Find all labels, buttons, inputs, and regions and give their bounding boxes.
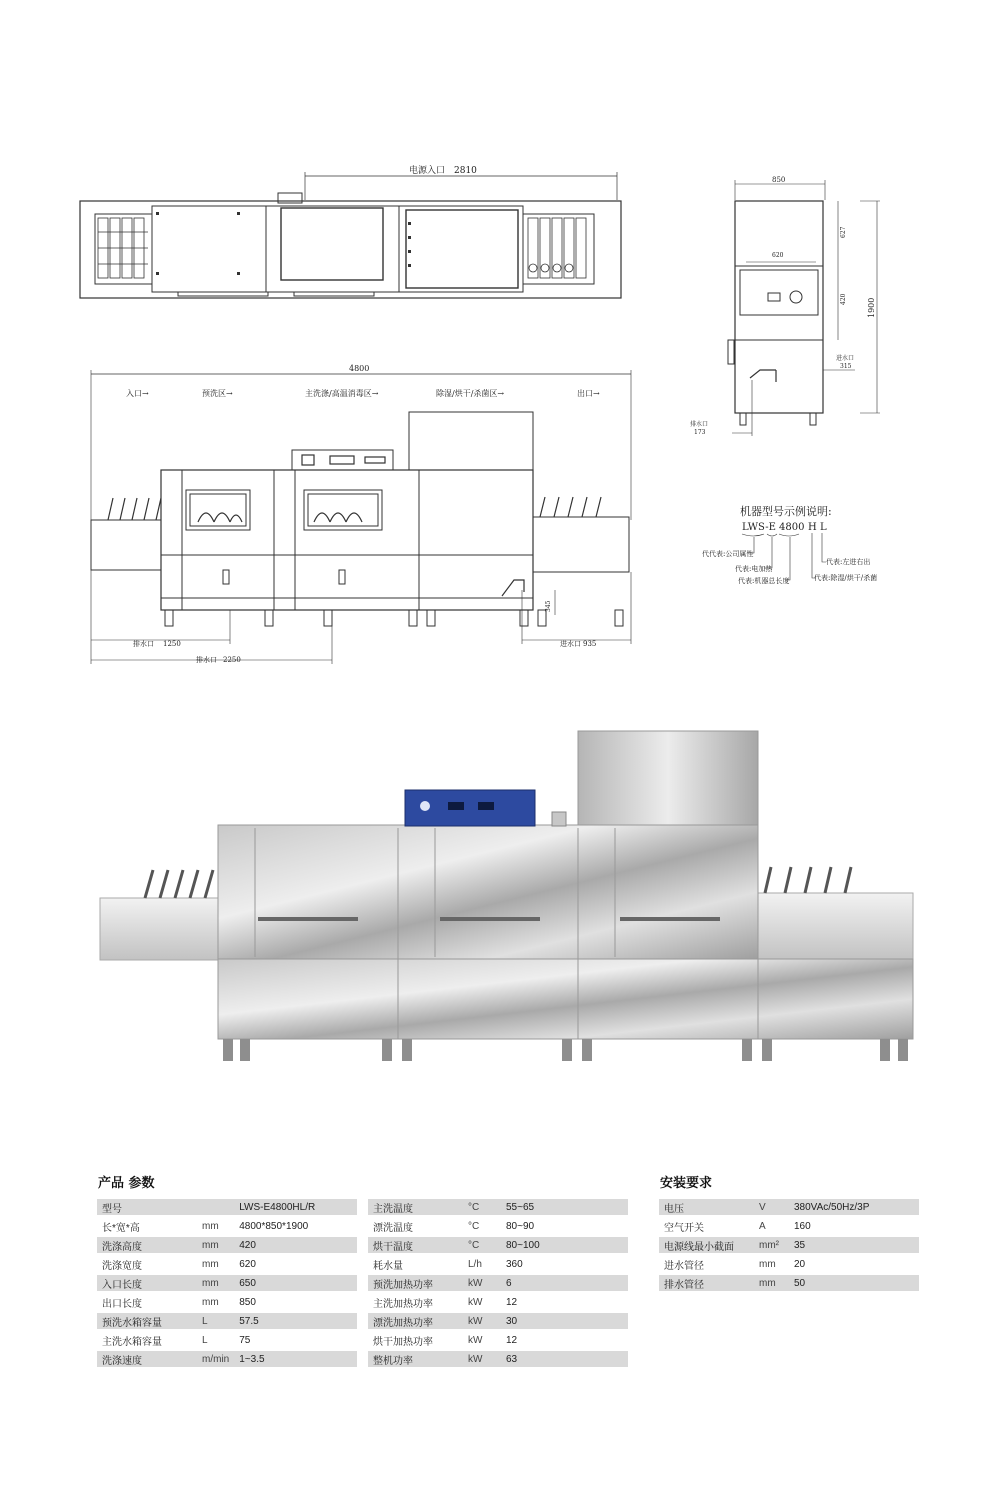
table-row: 型号 LWS-E4800HL/R [97,1199,357,1215]
power-inlet-label: 电源入口 [409,166,446,176]
legend-note-direction: 代表:左进右出 [826,558,871,566]
params-title: 产品 参数 [98,1176,155,1191]
side-view [91,370,631,664]
zone-outlet: 出口→ [577,389,600,398]
table-row: 预洗加热功率 kW 6 [368,1275,628,1291]
table-row: 电压 V 380VAc/50Hz/3P [659,1199,919,1215]
drain-1-dim: 1250 [163,640,181,648]
end-view-width: 850 [772,176,786,184]
install-title: 安装要求 [660,1176,713,1191]
small-height-dim: 345 [545,600,552,612]
power-inlet-dim: 2810 [454,166,477,176]
table-row: 烘干温度 °C 80~100 [368,1237,628,1253]
end-view-inlet-dim: 315 [840,363,852,370]
table-row: 空气开关 A 160 [659,1218,919,1234]
end-view-dim-mid: 420 [840,293,847,305]
table-row: 整机功率 kW 63 [368,1351,628,1367]
table-row: 洗涤速度 m/min 1~3.5 [97,1351,357,1367]
params-table-2 [368,1196,628,1370]
drain-2-label: 排水口 [196,656,217,664]
table-row: 洗涤宽度 mm 620 [97,1256,357,1272]
table-row: 出口长度 mm 850 [97,1294,357,1310]
top-view-inlet-rack [98,218,148,278]
legend-title: 机器型号示例说明: [740,505,832,518]
end-view-inlet-label: 进水口 [836,355,855,362]
zone-mainwash: 主洗涤/高温消毒区→ [305,389,379,398]
end-view-height: 1900 [867,297,876,318]
water-inlet-label: 进水口 [560,640,581,648]
table-row: 漂洗温度 °C 80~90 [368,1218,628,1234]
end-view-drain-label: 排水口 [690,421,709,428]
end-view-dim-upper: 627 [840,226,847,238]
legend-code-l: L [820,522,827,533]
table-row: 预洗水箱容量 L 57.5 [97,1313,357,1329]
legend-note-company: 代代表:公司属性 [702,550,754,558]
overall-length-dim: 4800 [349,364,370,373]
top-view-vent-dots [156,212,411,275]
zone-inlet: 入口→ [126,389,149,398]
product-render [100,731,913,1061]
zone-drying: 除湿/烘干/杀菌区→ [436,389,505,398]
top-view-outlet-rack [528,218,586,278]
legend-note-electric: 代表:电加热 [735,565,773,573]
table-row: 进水管径 mm 20 [659,1256,919,1272]
table-row: 洗涤高度 mm 420 [97,1237,357,1253]
legend-code-prefix: LWS-E [742,522,776,533]
table-row: 电源线最小截面 mm² 35 [659,1237,919,1253]
legend-note-function: 代表:除湿/烘干/杀菌 [814,574,878,582]
end-view [728,180,880,436]
table-row: 排水管径 mm 50 [659,1275,919,1291]
table-row: 烘干加热功率 kW 12 [368,1332,628,1348]
params-table-1 [97,1196,357,1370]
end-view-inner-width: 620 [772,252,784,259]
legend-note-length: 代表:机器总长度 [738,577,790,585]
table-row: 漂洗加热功率 kW 30 [368,1313,628,1329]
legend-code-h: H [808,522,817,533]
water-inlet-dim: 935 [583,640,597,648]
table-row: 主洗水箱容量 L 75 [97,1332,357,1348]
drain-1-label: 排水口 [133,640,154,648]
drain-2-dim: 2250 [223,656,241,664]
table-row: 主洗温度 °C 55~65 [368,1199,628,1215]
table-row: 入口长度 mm 650 [97,1275,357,1291]
table-row: 耗水量 L/h 360 [368,1256,628,1272]
end-view-drain-dim: 173 [694,429,706,436]
install-table [659,1196,919,1294]
zone-prewash: 预洗区→ [202,389,233,398]
legend-code-length: 4800 [779,522,805,533]
table-row: 主洗加热功率 kW 12 [368,1294,628,1310]
table-row: 长*宽*高 mm 4800*850*1900 [97,1218,357,1234]
